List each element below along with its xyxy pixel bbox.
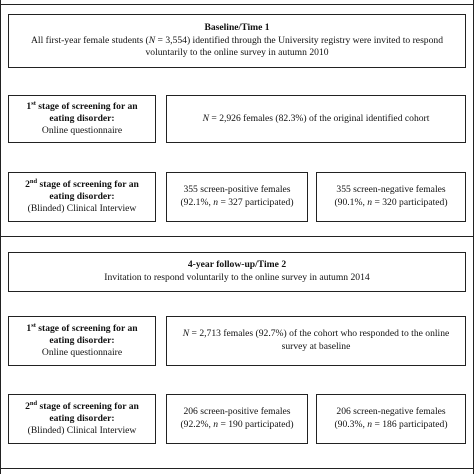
stage2-baseline-label-line1: 2nd stage of screening for an [25, 177, 139, 190]
stage2-followup-positive-box [166, 394, 308, 444]
stage2-baseline-label-line3: (Blinded) Clinical Interview [27, 203, 137, 215]
stage2-baseline-label-line2: eating disorder: [49, 190, 115, 202]
stage2-followup-positive-line1: 206 screen-positive females [183, 406, 291, 418]
stage2-baseline-negative-line1: 355 screen-negative females [336, 184, 446, 196]
stage1-followup-label-line2: eating disorder: [49, 334, 115, 346]
stage1-followup-result-line2: survey at baseline [281, 341, 351, 352]
stage2-followup-negative-line1: 206 screen-negative females [336, 406, 446, 418]
stage1-followup-result-box [166, 316, 466, 366]
stage2-followup-label-line3: (Blinded) Clinical Interview [27, 425, 137, 437]
stage1-baseline-label-box [8, 95, 156, 143]
followup-box [8, 252, 466, 292]
stage1-baseline-label-line3: Online questionnaire [41, 125, 123, 137]
middle-separator [0, 236, 474, 237]
stage1-followup-label-box [8, 316, 156, 366]
stage2-followup-negative-line2: (90.3%, n = 186 participated) [334, 419, 448, 430]
baseline-description-line2: voluntarily to the online survey in autumn 2010 [145, 47, 329, 59]
top-separator [0, 4, 474, 5]
stage1-followup-label-line1: 1st stage of screening for an [26, 321, 138, 334]
figure-left-border [0, 0, 1, 474]
stage2-baseline-positive-line1: 355 screen-positive females [183, 184, 291, 196]
stage1-followup-label-line3: Online questionnaire [41, 347, 123, 359]
stage1-baseline-label-line2: eating disorder: [49, 112, 115, 124]
stage2-baseline-positive-box [166, 172, 308, 222]
followup-description: Invitation to respond voluntarily to the online survey in autumn 2014 [104, 272, 370, 283]
stage2-baseline-label-box [8, 172, 156, 222]
stage2-baseline-negative-box [316, 172, 466, 222]
stage2-followup-positive-line2: (92.2%, n = 190 participated) [180, 419, 294, 430]
stage2-baseline-positive-line2: (92.1%, n = 327 participated) [180, 197, 294, 208]
stage1-baseline-result: N = 2,926 females (82.3%) of the original identified cohort [202, 112, 430, 124]
baseline-box [8, 14, 466, 68]
stage2-followup-label-line1: 2nd stage of screening for an [25, 399, 139, 412]
baseline-description-line1: All first-year female students (N = 3,554) identified through the University registry were invited to respond [31, 34, 443, 46]
bottom-separator [0, 468, 474, 469]
baseline-title: Baseline/Time 1 [204, 22, 270, 34]
stage2-followup-label-box [8, 394, 156, 444]
stage1-baseline-result-box [166, 95, 466, 143]
stage1-followup-result-line1: N = 2,713 females (92.7%) of the cohort who responded to the online [182, 328, 450, 340]
stage1-baseline-label-line1: 1st stage of screening for an [26, 99, 138, 112]
stage2-followup-label-line2: eating disorder: [49, 412, 115, 424]
stage2-baseline-negative-line2: (90.1%, n = 320 participated) [334, 197, 448, 208]
followup-title: 4-year follow-up/Time 2 [187, 259, 287, 271]
stage2-followup-negative-box [316, 394, 466, 444]
